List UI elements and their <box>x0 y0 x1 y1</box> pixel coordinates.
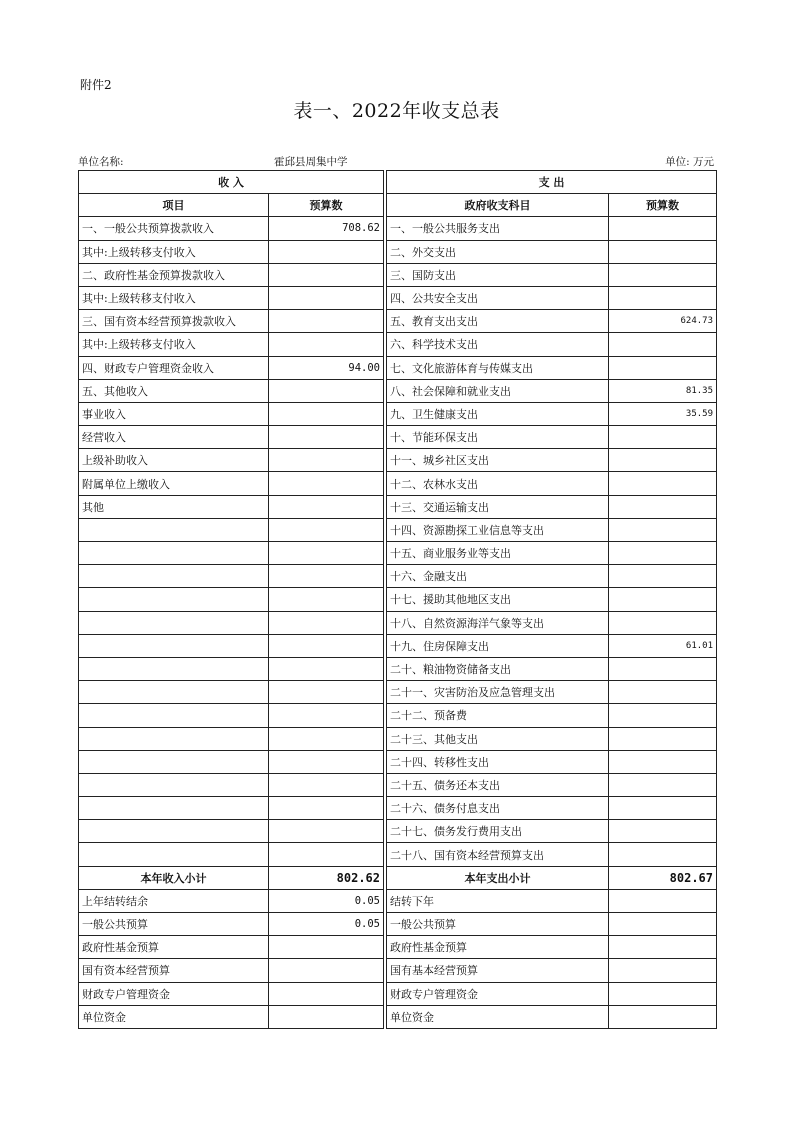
expense-value <box>609 518 717 541</box>
expense-value <box>609 240 717 263</box>
income-item <box>79 727 269 750</box>
expense-item: 六、科学技术支出 <box>387 333 609 356</box>
carry-expense-value <box>609 1005 717 1028</box>
table-row <box>79 542 717 565</box>
carry-expense-value <box>609 982 717 1005</box>
carry-income-value: 0.05 <box>269 889 384 912</box>
income-value <box>269 611 384 634</box>
expense-item: 二十七、债务发行费用支出 <box>387 820 609 843</box>
expense-item: 八、社会保障和就业支出 <box>387 379 609 402</box>
income-value <box>269 820 384 843</box>
expense-subtotal-label: 本年支出小计 <box>387 866 609 889</box>
income-value <box>269 750 384 773</box>
expense-value <box>609 449 717 472</box>
subtotal-row <box>79 866 717 889</box>
expense-value <box>609 333 717 356</box>
column-header-item: 项目 <box>79 194 269 217</box>
income-item: 其中:上级转移支付收入 <box>79 286 269 309</box>
unit-name-value: 霍邱县周集中学 <box>274 156 348 168</box>
income-subtotal-label: 本年收入小计 <box>79 866 269 889</box>
section-header-row <box>79 171 717 194</box>
expense-item: 十二、农林水支出 <box>387 472 609 495</box>
income-value <box>269 263 384 286</box>
carry-expense-value <box>609 936 717 959</box>
income-value <box>269 333 384 356</box>
carry-expense-item: 财政专户管理资金 <box>387 982 609 1005</box>
income-item: 事业收入 <box>79 402 269 425</box>
table-row <box>79 634 717 657</box>
table-row <box>79 472 717 495</box>
carry-expense-value <box>609 889 717 912</box>
expense-item: 十、节能环保支出 <box>387 426 609 449</box>
carry-row <box>79 959 717 982</box>
carry-expense-item: 国有基本经营预算 <box>387 959 609 982</box>
carry-income-item: 上年结转结余 <box>79 889 269 912</box>
expense-item: 十八、自然资源海洋气象等支出 <box>387 611 609 634</box>
expense-item: 二十四、转移性支出 <box>387 750 609 773</box>
expense-value <box>609 681 717 704</box>
table-row <box>79 495 717 518</box>
expense-value <box>609 727 717 750</box>
expense-value <box>609 263 717 286</box>
carry-income-item: 单位资金 <box>79 1005 269 1028</box>
expense-value <box>609 217 717 240</box>
expense-item: 十六、金融支出 <box>387 565 609 588</box>
income-value <box>269 286 384 309</box>
expense-value <box>609 797 717 820</box>
table-row <box>79 379 717 402</box>
carry-income-value <box>269 1005 384 1028</box>
carry-income-value <box>269 959 384 982</box>
income-item <box>79 611 269 634</box>
expense-value <box>609 820 717 843</box>
carry-income-value <box>269 936 384 959</box>
income-item: 其中:上级转移支付收入 <box>79 333 269 356</box>
table-row <box>79 518 717 541</box>
carry-expense-item: 单位资金 <box>387 1005 609 1028</box>
expense-item: 二十六、债务付息支出 <box>387 797 609 820</box>
expense-value <box>609 588 717 611</box>
income-value <box>269 518 384 541</box>
expense-item: 二十三、其他支出 <box>387 727 609 750</box>
table-row <box>79 426 717 449</box>
table-row <box>79 843 717 866</box>
income-value: 94.00 <box>269 356 384 379</box>
income-value <box>269 634 384 657</box>
table-row <box>79 356 717 379</box>
expense-value <box>609 843 717 866</box>
column-header-row <box>79 194 717 217</box>
table-row <box>79 565 717 588</box>
expense-item: 二十一、灾害防治及应急管理支出 <box>387 681 609 704</box>
column-header-subject: 政府收支科目 <box>387 194 609 217</box>
income-value <box>269 310 384 333</box>
table-row <box>79 310 717 333</box>
table-row <box>79 750 717 773</box>
table-row <box>79 263 717 286</box>
income-item: 三、国有资本经营预算拨款收入 <box>79 310 269 333</box>
income-item <box>79 704 269 727</box>
income-value <box>269 843 384 866</box>
carry-income-item: 政府性基金预算 <box>79 936 269 959</box>
income-value <box>269 449 384 472</box>
income-value <box>269 240 384 263</box>
income-item: 一、一般公共预算拨款收入 <box>79 217 269 240</box>
income-value <box>269 426 384 449</box>
income-item <box>79 750 269 773</box>
expense-item: 二十、粮油物资储备支出 <box>387 657 609 680</box>
expense-item: 十五、商业服务业等支出 <box>387 542 609 565</box>
expense-value: 61.01 <box>609 634 717 657</box>
income-item: 其他 <box>79 495 269 518</box>
table-row <box>79 611 717 634</box>
money-unit-label: 单位: 万元 <box>665 156 714 168</box>
income-value <box>269 588 384 611</box>
column-header-budget-expense: 预算数 <box>609 194 717 217</box>
page-title: 表一、2022年收支总表 <box>293 100 500 122</box>
carry-expense-item: 政府性基金预算 <box>387 936 609 959</box>
carry-income-value: 0.05 <box>269 913 384 936</box>
income-item: 其中:上级转移支付收入 <box>79 240 269 263</box>
table-row <box>79 402 717 425</box>
expense-item: 二十五、债务还本支出 <box>387 773 609 796</box>
attachment-label: 附件2 <box>80 78 112 92</box>
income-value <box>269 472 384 495</box>
expense-value <box>609 426 717 449</box>
expense-item: 十三、交通运输支出 <box>387 495 609 518</box>
income-item <box>79 797 269 820</box>
expense-value <box>609 565 717 588</box>
expense-item: 二十八、国有资本经营预算支出 <box>387 843 609 866</box>
income-value <box>269 773 384 796</box>
income-value <box>269 704 384 727</box>
income-item: 四、财政专户管理资金收入 <box>79 356 269 379</box>
income-item <box>79 542 269 565</box>
income-value: 708.62 <box>269 217 384 240</box>
column-header-budget: 预算数 <box>269 194 384 217</box>
income-item: 二、政府性基金预算拨款收入 <box>79 263 269 286</box>
carry-income-value <box>269 982 384 1005</box>
table-row <box>79 727 717 750</box>
income-value <box>269 379 384 402</box>
income-item: 上级补助收入 <box>79 449 269 472</box>
carry-income-item: 国有资本经营预算 <box>79 959 269 982</box>
income-item <box>79 820 269 843</box>
table-row <box>79 217 717 240</box>
carry-income-item: 一般公共预算 <box>79 913 269 936</box>
expense-value <box>609 495 717 518</box>
expense-item: 九、卫生健康支出 <box>387 402 609 425</box>
income-subtotal-value: 802.62 <box>269 866 384 889</box>
income-value <box>269 797 384 820</box>
income-item <box>79 657 269 680</box>
expense-value <box>609 773 717 796</box>
carry-row <box>79 936 717 959</box>
expense-value <box>609 472 717 495</box>
budget-summary-table <box>78 170 717 1029</box>
expense-item: 十四、资源勘探工业信息等支出 <box>387 518 609 541</box>
expense-item: 三、国防支出 <box>387 263 609 286</box>
income-item <box>79 681 269 704</box>
unit-name-label: 单位名称: <box>78 156 124 168</box>
expense-item: 五、教育支出支出 <box>387 310 609 333</box>
expense-item: 二、外交支出 <box>387 240 609 263</box>
table-row <box>79 657 717 680</box>
expense-item: 七、文化旅游体育与传媒支出 <box>387 356 609 379</box>
expense-item: 十七、援助其他地区支出 <box>387 588 609 611</box>
expense-value: 81.35 <box>609 379 717 402</box>
income-item <box>79 843 269 866</box>
carry-expense-item: 结转下年 <box>387 889 609 912</box>
expense-value <box>609 542 717 565</box>
carry-expense-value <box>609 959 717 982</box>
table-row <box>79 797 717 820</box>
carry-row <box>79 889 717 912</box>
carry-income-item: 财政专户管理资金 <box>79 982 269 1005</box>
expense-item: 十九、住房保障支出 <box>387 634 609 657</box>
table-row <box>79 773 717 796</box>
income-item <box>79 565 269 588</box>
carry-expense-item: 一般公共预算 <box>387 913 609 936</box>
income-value <box>269 727 384 750</box>
expense-subtotal-value: 802.67 <box>609 866 717 889</box>
expense-value <box>609 750 717 773</box>
income-value <box>269 542 384 565</box>
income-value <box>269 402 384 425</box>
table-row <box>79 588 717 611</box>
table-row <box>79 240 717 263</box>
carry-expense-value <box>609 913 717 936</box>
income-item: 五、其他收入 <box>79 379 269 402</box>
income-item: 附属单位上缴收入 <box>79 472 269 495</box>
income-item <box>79 634 269 657</box>
income-section-header: 收 入 <box>79 171 384 194</box>
expense-item: 四、公共安全支出 <box>387 286 609 309</box>
carry-row <box>79 1005 717 1028</box>
table-row <box>79 681 717 704</box>
expense-value <box>609 704 717 727</box>
table-row <box>79 820 717 843</box>
expense-section-header: 支 出 <box>387 171 717 194</box>
expense-value: 35.59 <box>609 402 717 425</box>
income-item <box>79 773 269 796</box>
expense-value <box>609 611 717 634</box>
table-row <box>79 286 717 309</box>
expense-item: 一、一般公共服务支出 <box>387 217 609 240</box>
income-value <box>269 565 384 588</box>
income-value <box>269 681 384 704</box>
table-row <box>79 704 717 727</box>
table-row <box>79 449 717 472</box>
income-value <box>269 657 384 680</box>
carry-row <box>79 982 717 1005</box>
expense-value <box>609 286 717 309</box>
income-item: 经营收入 <box>79 426 269 449</box>
expense-item: 十一、城乡社区支出 <box>387 449 609 472</box>
carry-row <box>79 913 717 936</box>
income-item <box>79 588 269 611</box>
table-row <box>79 333 717 356</box>
expense-item: 二十二、预备费 <box>387 704 609 727</box>
income-value <box>269 495 384 518</box>
expense-value <box>609 657 717 680</box>
expense-value: 624.73 <box>609 310 717 333</box>
income-item <box>79 518 269 541</box>
expense-value <box>609 356 717 379</box>
unit-info-row <box>78 154 714 170</box>
